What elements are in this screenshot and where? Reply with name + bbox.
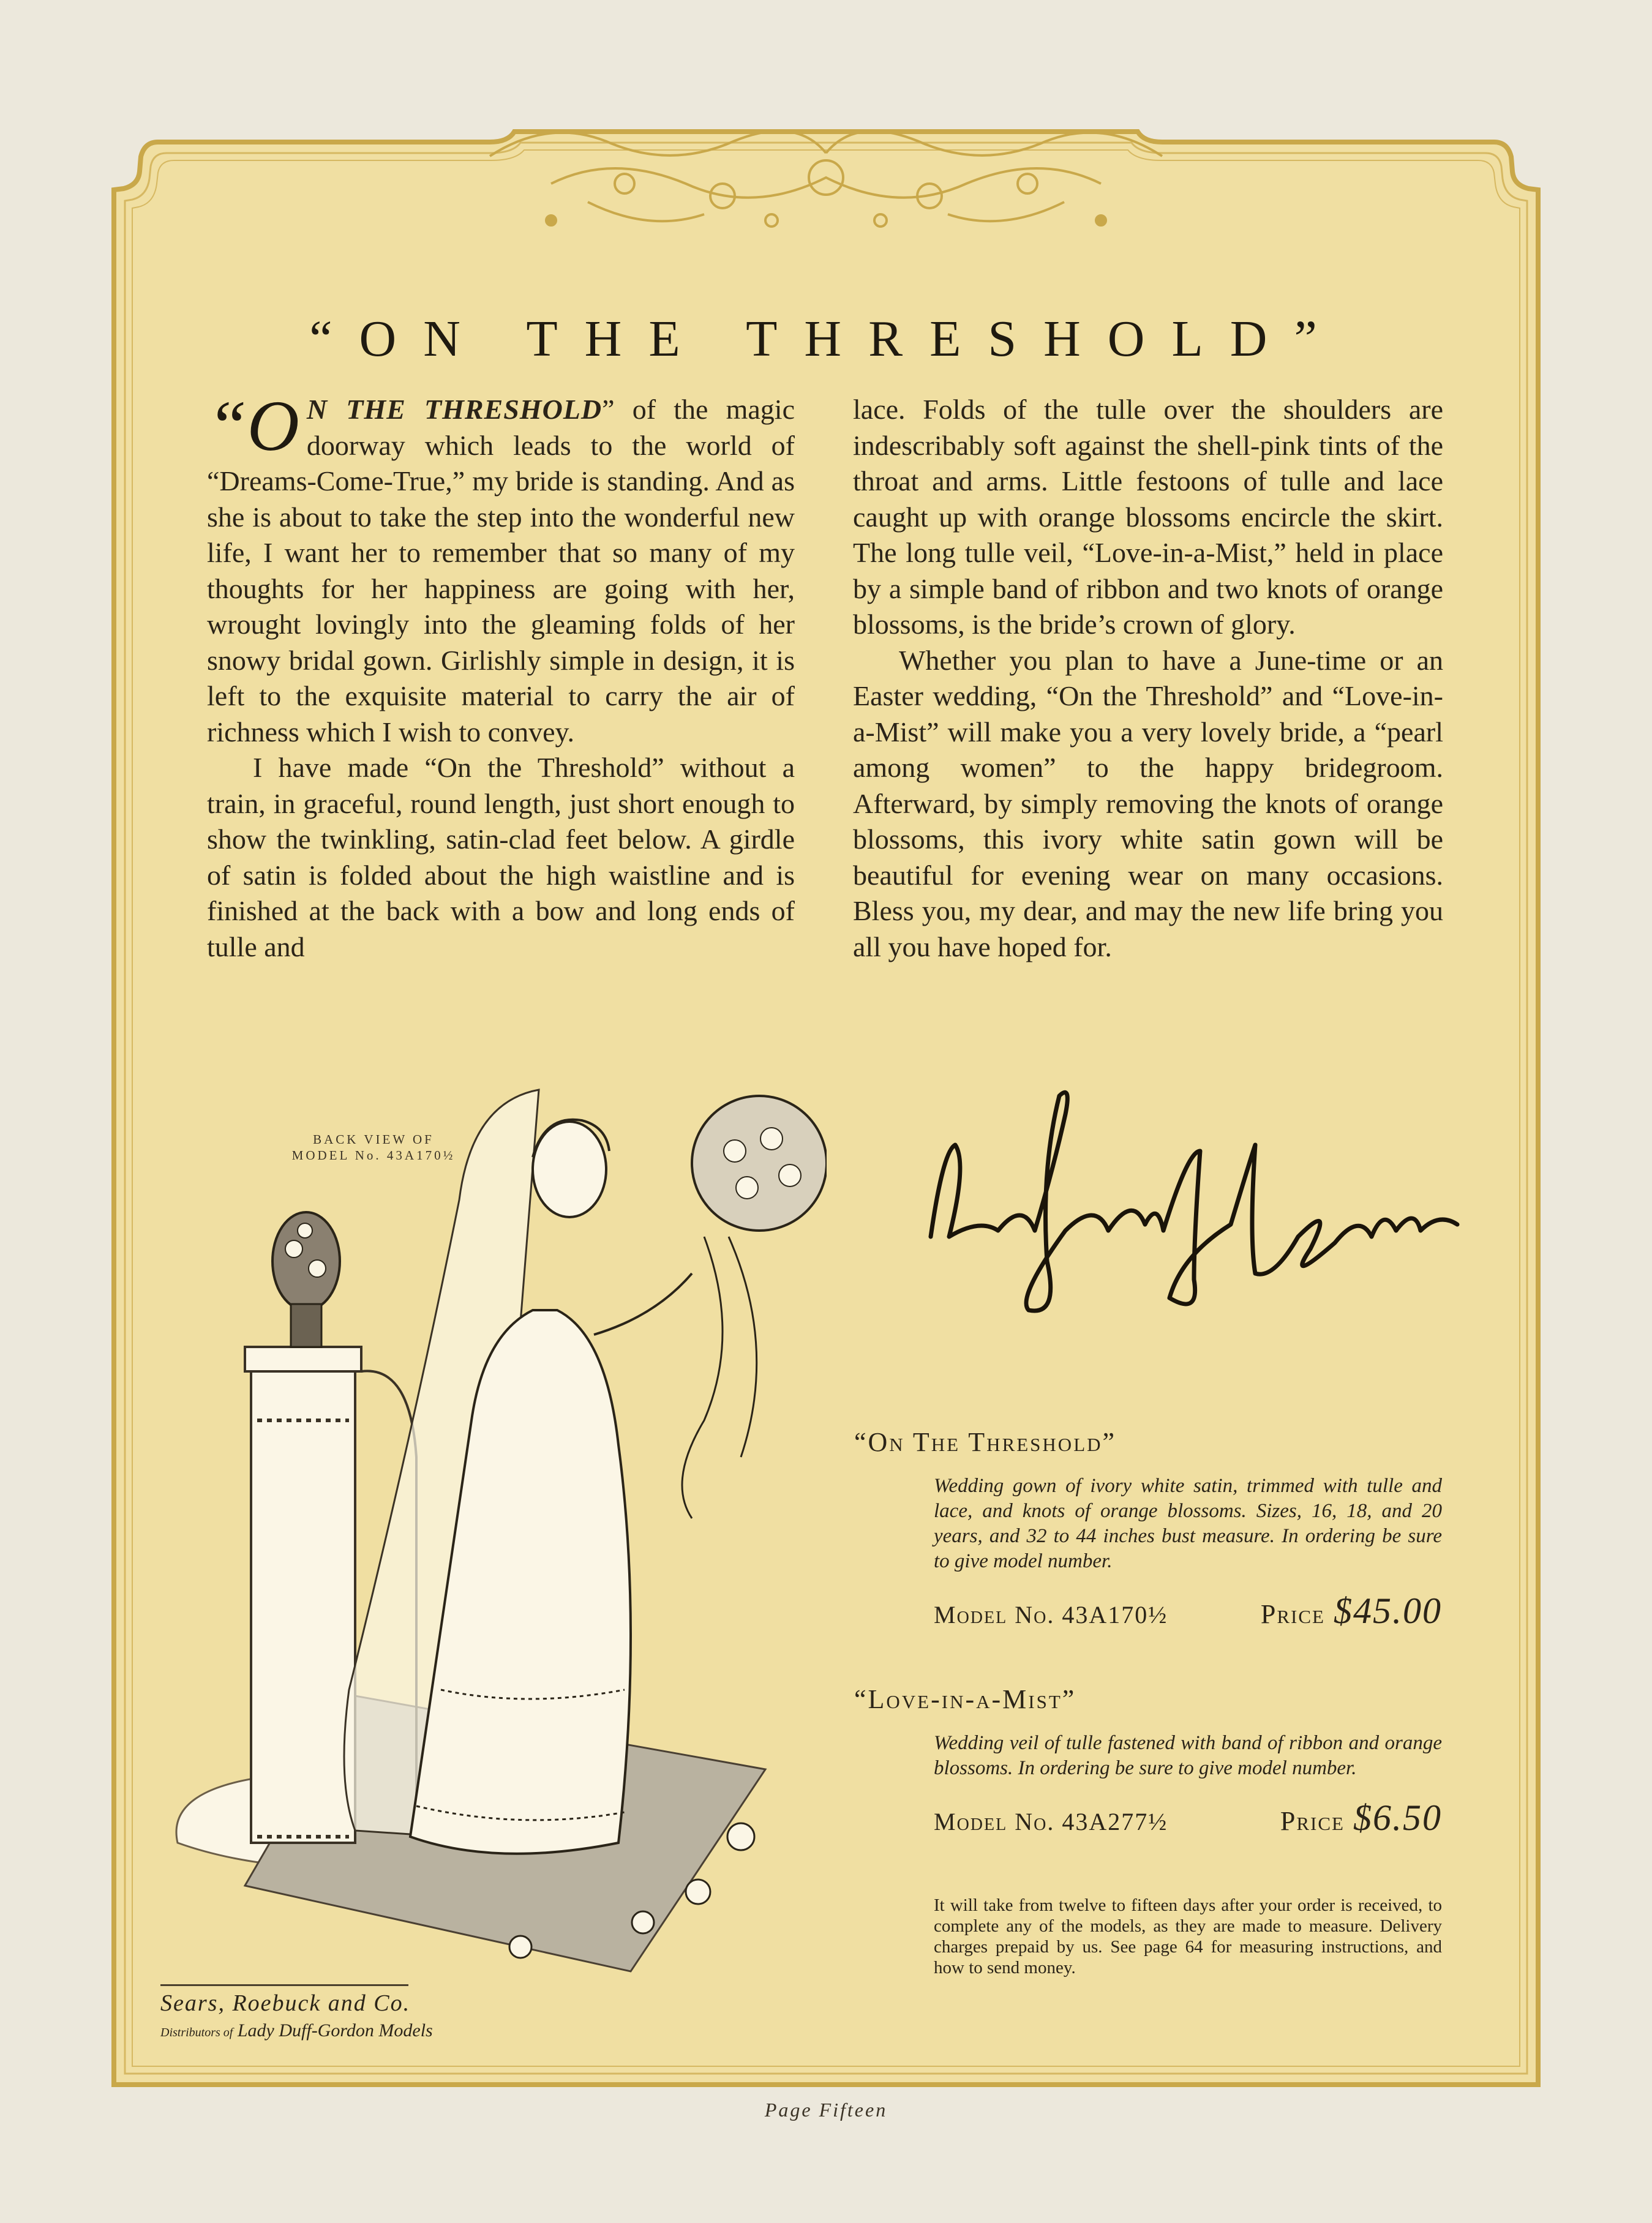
article-paragraph: lace. Folds of the tulle over the shoulders are indescribably soft against the shell-pink tints of the throat and arms. Little festoons of tulle and lace caught up with orange blossoms encircle the skirt. The long tulle veil, “Love-in-a-Mist,” held in place by a simple band of ribbon and two knots of orange blossoms, is the bride’s crown of glory. — [853, 394, 1443, 640]
distributor-name: Sears, Roebuck and Co. — [160, 1990, 411, 2016]
bride-head — [533, 1120, 609, 1217]
flower-urn — [272, 1212, 340, 1347]
lead-phrase: N THE THRESHOLD — [306, 394, 603, 425]
model-number: Model No. 43A170½ — [934, 1601, 1168, 1629]
bride-arm — [594, 1273, 692, 1335]
price-block — [1261, 1590, 1442, 1632]
article-paragraph: I have made “On the Threshold” without a train, in graceful, round length, just short enough to show the twinkling, satin-clad feet below. A girdle of satin is folded about the high waistline and is finished at the back with a bow and long ends of tulle and — [207, 752, 795, 962]
product-description: Wedding veil of tulle fastened with band of ribbon and orange blossoms. In ordering be sure to give model number. — [934, 1732, 1442, 1779]
distributor-prefix: Distributors of — [160, 2026, 233, 2039]
distributor-brand: Lady Duff-Gordon Models — [237, 2020, 433, 2041]
article-column-right — [853, 392, 1443, 965]
product-description: Wedding gown of ivory white satin, trimmed with tulle and lace, and knots of orange blossoms. Sizes, 16, 18, and 20 years, and 32 to 44 inches bust measure. In ordering be sure to give model number. — [934, 1475, 1442, 1572]
back-view-line: BACK VIEW OF — [313, 1132, 434, 1147]
bride-illustration — [153, 1078, 827, 1984]
article-paragraph: Whether you plan to have a June-time or an Easter wedding, “On the Threshold” and “Love-in-a-Mist” will make you a very lovely bride, a “pearl among women” to the happy bridegroom. Afterward, by simply removing the knots of orange blossoms, this ivory white satin gown will be beautiful for evening wear on many occasions. Bless you, my dear, and may the new life bring you all you have hoped for. — [853, 644, 1443, 962]
price-label: Price — [1260, 1599, 1325, 1629]
price-value: $45.00 — [1334, 1591, 1442, 1631]
paragraph-text: ” of the magic doorway which leads to the world of “Dreams-Come-True,” my bride is standing. And as she is about to take the step into the wonderful new life, I want her to remember that so many of my thoughts for her happiness are going with her, wrought lovingly into the gleaming folds of her snowy bridal gown. Girlishly simple in design, it is left to the exquisite material to carry the air of richness which I wish to convey. — [207, 394, 795, 748]
price-block — [1280, 1797, 1442, 1839]
product-order-line — [934, 1797, 1442, 1839]
article-column-left — [207, 386, 795, 965]
article-paragraph — [207, 386, 795, 750]
price-value: $6.50 — [1353, 1798, 1442, 1838]
bouquet — [682, 1096, 827, 1518]
back-view-model: MODEL No. 43A170½ — [291, 1148, 456, 1163]
product-order-line — [934, 1590, 1442, 1632]
signature-stroke — [931, 1092, 1457, 1311]
drop-cap: “O — [207, 386, 299, 466]
price-label: Price — [1280, 1806, 1345, 1836]
product-name: “On The Threshold” — [854, 1427, 1117, 1457]
ordering-note: It will take from twelve to fifteen days after your order is received, to complete any of the models, as they are made to measure. Delivery charges prepaid by us. See page 64 for measuring instructions, and how to send money. — [934, 1895, 1442, 1977]
product-name: “Love-in-a-Mist” — [854, 1684, 1076, 1714]
model-number: Model No. 43A277½ — [934, 1808, 1168, 1835]
distributor-tagline — [160, 2020, 433, 2041]
page-number: Page Fifteen — [764, 2099, 888, 2121]
signature — [906, 1078, 1494, 1335]
product-on-the-threshold — [854, 1426, 1442, 1632]
product-love-in-a-mist — [854, 1684, 1442, 1839]
page-title: “ON THE THRESHOLD” — [309, 310, 1344, 367]
credit-divider — [160, 1984, 408, 1986]
